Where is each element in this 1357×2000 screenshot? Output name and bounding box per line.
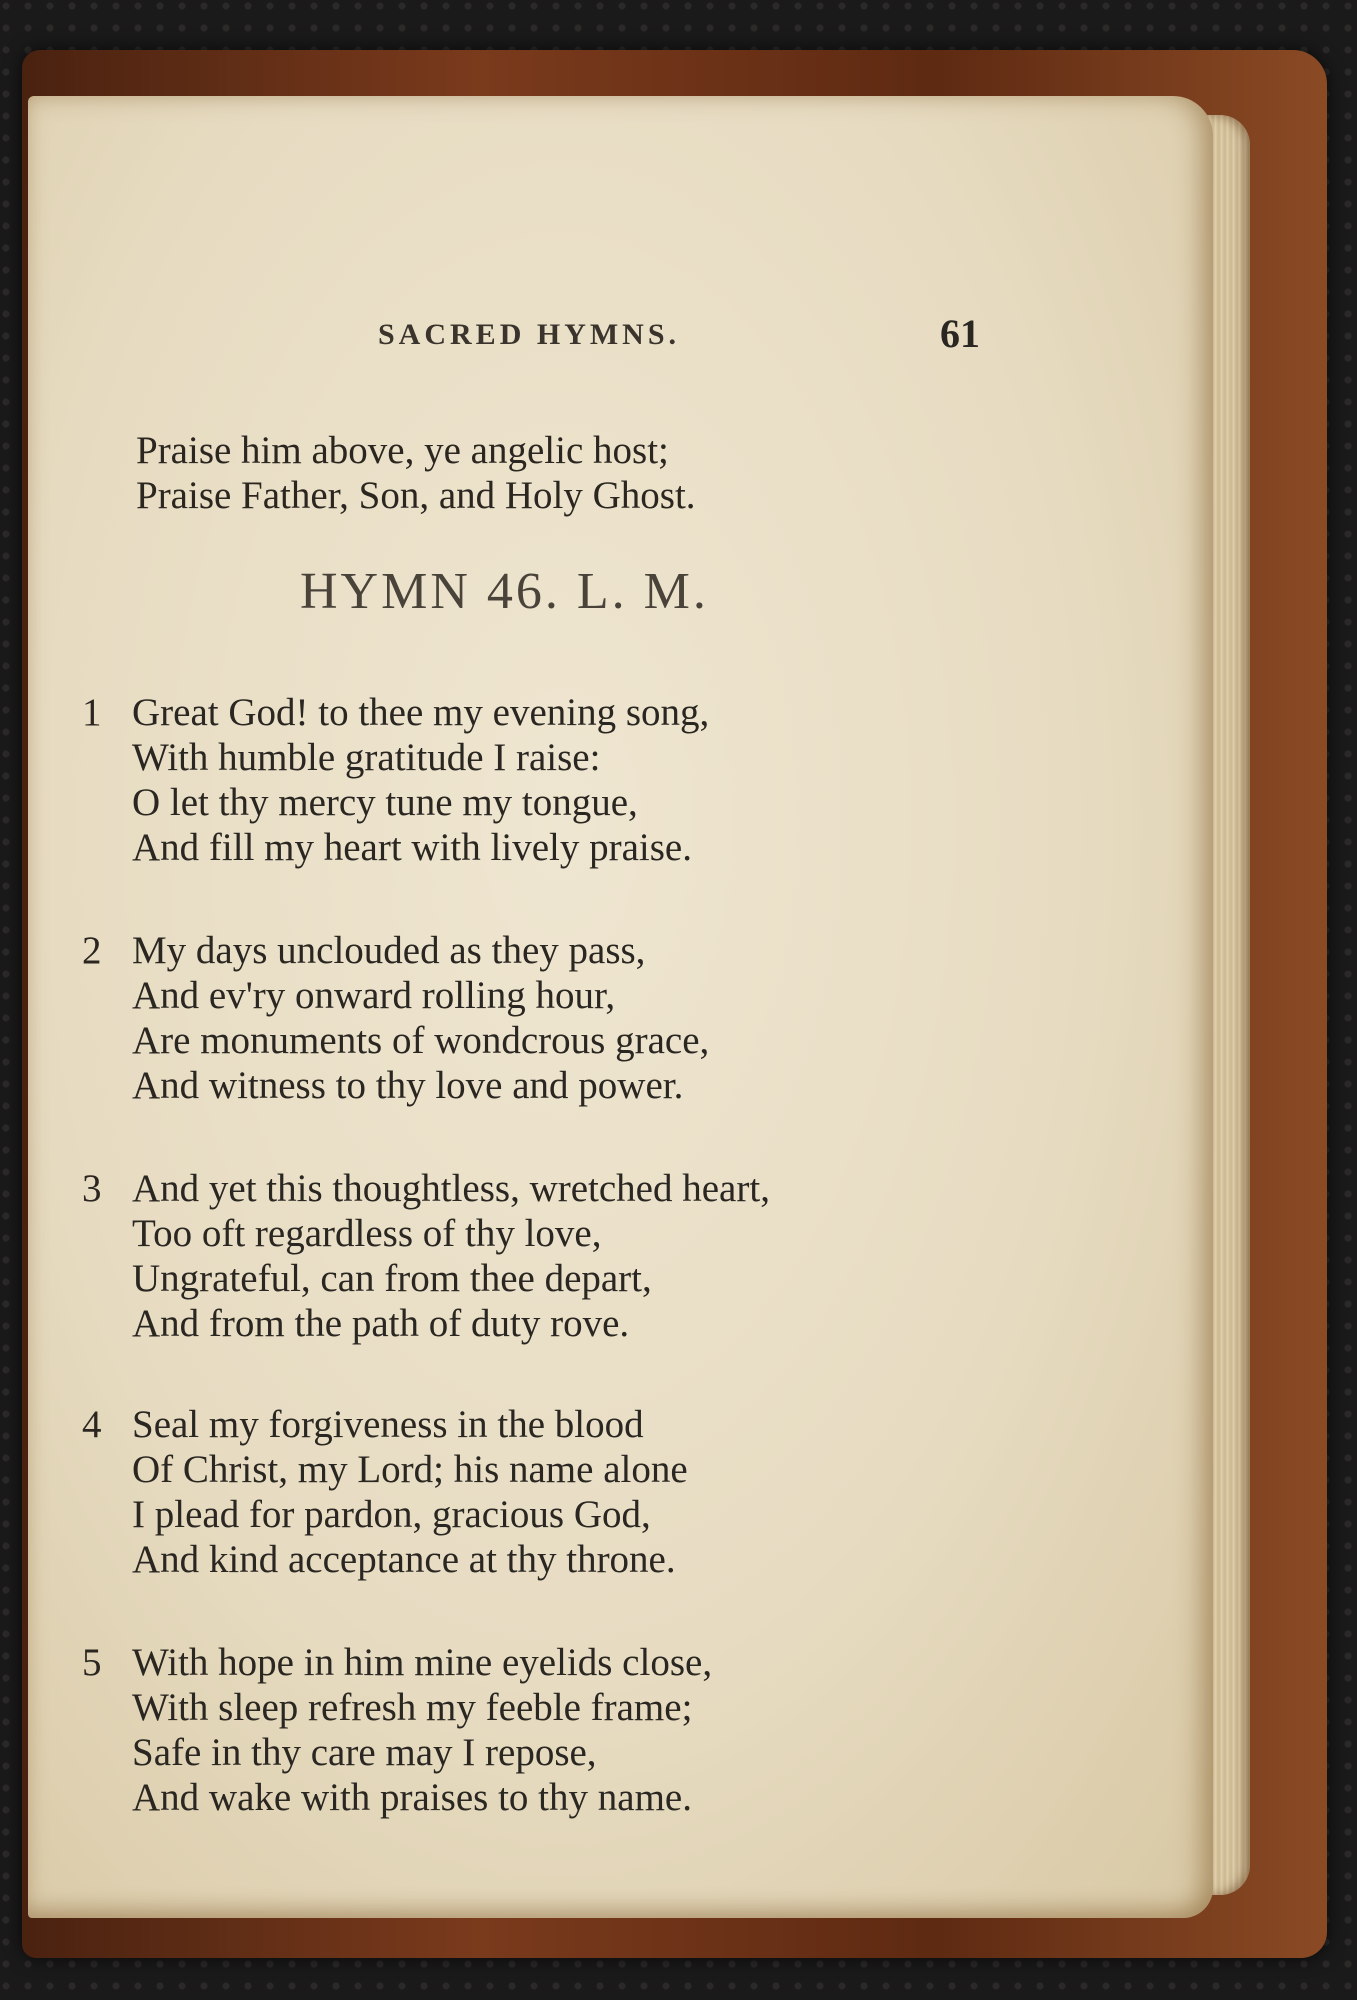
verse-line: And wake with praises to thy name. bbox=[132, 1776, 692, 1819]
carryover-line: Praise Father, Son, and Holy Ghost. bbox=[136, 474, 696, 517]
running-head: SACRED HYMNS. bbox=[378, 318, 681, 351]
verse-line: I plead for pardon, gracious God, bbox=[132, 1493, 651, 1536]
verse-line: And yet this thoughtless, wretched heart, bbox=[132, 1167, 770, 1210]
verse-line: Seal my forgiveness in the blood bbox=[132, 1403, 644, 1446]
verse-line: And from the path of duty rove. bbox=[132, 1302, 630, 1345]
book-page bbox=[28, 96, 1213, 1918]
stanza-number: 5 bbox=[82, 1641, 102, 1684]
verse-line: My days unclouded as they pass, bbox=[132, 929, 646, 972]
hymn-title: HYMN 46. L. M. bbox=[300, 563, 709, 620]
page-number: 61 bbox=[940, 311, 980, 356]
carryover-line: Praise him above, ye angelic host; bbox=[136, 429, 669, 472]
verse-line: With humble gratitude I raise: bbox=[132, 736, 601, 779]
verse-line: Great God! to thee my evening song, bbox=[132, 691, 710, 734]
verse-line: Ungrateful, can from thee depart, bbox=[132, 1257, 652, 1300]
verse-line: Safe in thy care may I repose, bbox=[132, 1731, 597, 1774]
verse-line: O let thy mercy tune my tongue, bbox=[132, 781, 638, 824]
verse-line: And witness to thy love and power. bbox=[132, 1064, 684, 1107]
verse-line: Are monuments of wondcrous grace, bbox=[132, 1019, 710, 1062]
stanza-number: 2 bbox=[82, 929, 102, 972]
verse-line: Too oft regardless of thy love, bbox=[132, 1212, 602, 1255]
verse-line: Of Christ, my Lord; his name alone bbox=[132, 1448, 688, 1491]
verse-line: With sleep refresh my feeble frame; bbox=[132, 1686, 693, 1729]
stanza-number: 1 bbox=[82, 691, 102, 734]
stanza-number: 3 bbox=[82, 1167, 102, 1210]
verse-line: With hope in him mine eyelids close, bbox=[132, 1641, 713, 1684]
verse-line: And ev'ry onward rolling hour, bbox=[132, 974, 616, 1017]
verse-line: And fill my heart with lively praise. bbox=[132, 826, 692, 869]
verse-line: And kind acceptance at thy throne. bbox=[132, 1538, 676, 1581]
stanza-number: 4 bbox=[82, 1403, 102, 1446]
